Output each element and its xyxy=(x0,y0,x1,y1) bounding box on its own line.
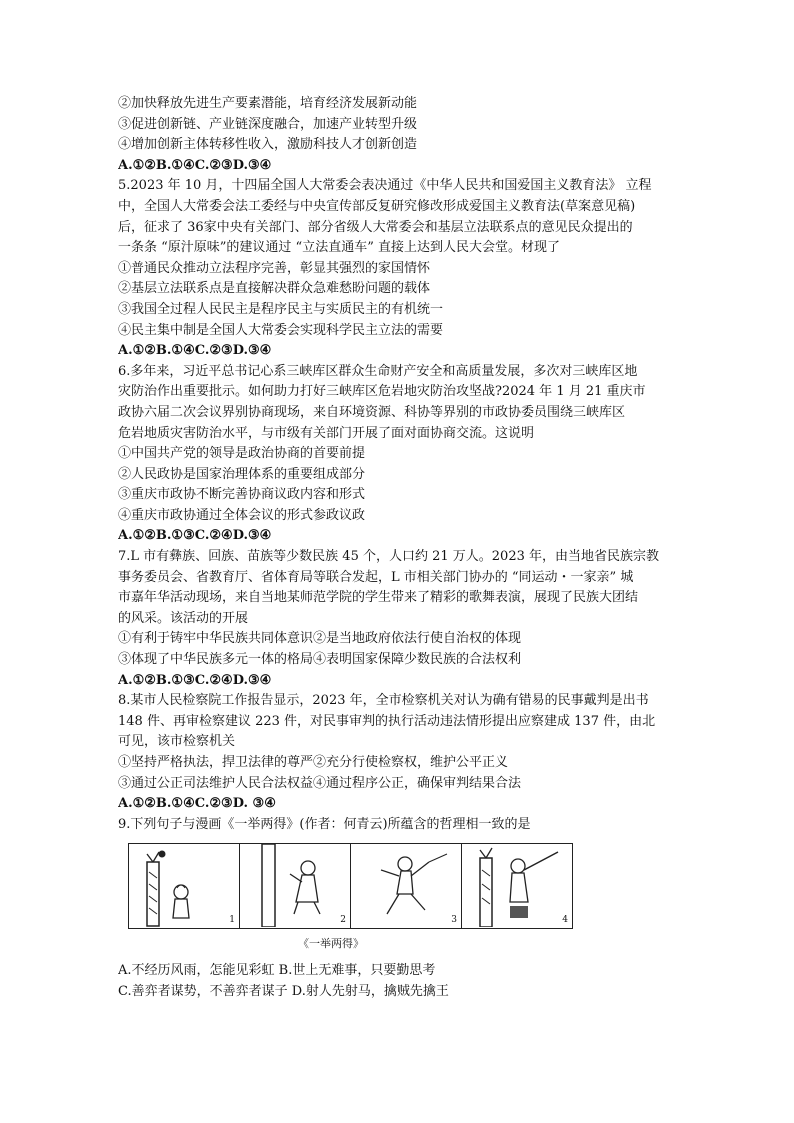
q7-stem-2: 事务委员会、省教育厅、省体育局等联合发起，L 市相关部门协办的 “同运动・一家亲” 城 xyxy=(118,569,634,585)
q8-options-1-2: ①坚持严格执法，捍卫法律的尊严②充分行使检察权，维护公平正义 xyxy=(118,755,509,770)
q4-option-3: ③促进创新链、产业链深度融合，加速产业转型升级 xyxy=(118,116,418,132)
q6-stem-4: 危岩地质灾害防治水平，与市级有关部门开展了面对面协商交流。这说明 xyxy=(118,425,535,441)
q8-answers: A.①②B.①④C.②③D. ③④ xyxy=(118,796,276,812)
q6-stem-1: 6.多年来，习近平总书记心系三峡库区群众生命财产安全和高质量发展，多次对三峡库区地 xyxy=(118,363,638,379)
cartoon-caption: 《一举两得》 xyxy=(298,937,364,951)
q7-stem-4: 的风采。该活动的开展 xyxy=(118,610,249,626)
q5-option-2: ②基层立法联系点是直接解决群众急难愁盼问题的载体 xyxy=(118,281,431,297)
q8-stem-1: 8.某市人民检察院工作报告显示，2023 年，全市检察机关对认为确有错易的民事戴判是出书 xyxy=(118,693,649,709)
q9-options-a-b: A.不经历风雨，怎能见彩虹 B.世上无难事，只要勤思考 xyxy=(118,963,436,979)
q9-stem: 9.下列句子与漫画《一举两得》(作者：何青云)所蕴含的哲理相一致的是 xyxy=(118,816,531,832)
q5-stem-4: 一条条 “原汁原味”的建议通过 “立法直通车” 直接上达到人民大会堂。材现了 xyxy=(118,240,560,256)
q6-option-4: ④重庆市政协通过全体会议的形式参政议政 xyxy=(118,507,366,523)
q5-option-1: ①普通民众推动立法程序完善，彰显其强烈的家国情怀 xyxy=(118,260,431,276)
q5-stem-2: 中，全国人大常委会法工委经与中央宣传部反复研究修改形成爱国主义教育法(草案意见稿) xyxy=(118,198,636,214)
q8-stem-3: 可见，该市检察机关 xyxy=(118,734,236,750)
panel-number-3: 3 xyxy=(451,915,457,926)
q6-stem-3: 政协六届二次会议界别协商现场，来自环境资源、科协等界别的市政协委员围绕三峡库区 xyxy=(118,404,626,420)
cartoon-panel-4 xyxy=(462,844,572,928)
q7-answers: A.①②B.①③C.②④D.③④ xyxy=(118,672,272,688)
q6-stem-2: 灾防治作出重要批示。如何助力打好三峡库区危岩地灾防治攻坚战?2024 年 1 月 21 重庆市 xyxy=(118,384,646,400)
q8-stem-2: 148 件、再审检察建议 223 件，对民事审判的执行活动违法情形提出应察建成 137 件，由北 xyxy=(118,713,656,729)
q5-option-3: ③我国全过程人民民主是程序民主与实质民主的有机统一 xyxy=(118,301,444,317)
throwing-illustration xyxy=(351,844,461,927)
exam-page xyxy=(118,94,678,1003)
cartoon-panel-1 xyxy=(129,844,240,928)
q6-option-1: ①中国共产党的领导是政治协商的首要前提 xyxy=(118,446,366,462)
panel-number-4: 4 xyxy=(562,915,568,926)
cartoon-strip xyxy=(128,843,573,929)
panel-number-1: 1 xyxy=(229,915,235,926)
q7-stem-1: 7.L 市有彝族、回族、苗族等少数民族 45 个，人口约 21 万人。2023 年，由当地省民族宗教 xyxy=(118,549,659,565)
q4-option-4: ④增加创新主体转移性收入，激励科技人才创新创造 xyxy=(118,137,418,153)
q5-stem-1: 5.2023 年 10 月，十四届全国人大常委会表决通过《中华人民共和国爱国主义教育法》 立程 xyxy=(118,178,652,194)
cartoon-panel-2 xyxy=(240,844,351,928)
q8-options-3-4: ③通过公正司法维护人民合法权益④通过程序公正，确保审判结果合法 xyxy=(118,775,522,791)
q9-options-c-d: C.善弈者谋势，不善弈者谋子 D.射人先射马，擒贼先擒王 xyxy=(118,983,449,999)
q5-stem-3: 后，征求了 36家中央有关部门、部分省级人大常委会和基层立法联系点的意见民众提出的 xyxy=(118,219,633,235)
q7-options-3-4: ③体现了中华民族多元一体的格局④表明国家保障少数民族的合法权利 xyxy=(118,652,522,668)
q7-stem-3: 市嘉年华活动现场，来自当地某师范学院的学生带来了精彩的歌舞表演，展现了民族大团结 xyxy=(118,590,639,606)
q4-answers: A.①②B.①④C.②③D.③④ xyxy=(118,157,272,173)
q6-option-2: ②人民政协是国家治理体系的重要组成部分 xyxy=(118,466,366,482)
q6-answers: A.①②B.①③C.②④D.③④ xyxy=(118,528,272,544)
q5-answers: A.①②B.①④C.②③D.③④ xyxy=(118,343,272,359)
panel-number-2: 2 xyxy=(340,915,346,926)
result-illustration xyxy=(462,844,572,927)
cartoon-panel-3 xyxy=(351,844,462,928)
q5-option-4: ④民主集中制是全国人大常委会实现科学民主立法的需要 xyxy=(118,322,444,338)
q6-option-3: ③重庆市政协不断完善协商议政内容和形式 xyxy=(118,487,366,503)
q7-options-1-2: ①有利于铸牢中华民族共同体意识②是当地政府依法行使自治权的体现 xyxy=(118,631,522,647)
pole-with-fruit-illustration xyxy=(129,844,239,927)
q4-option-2: ②加快释放先进生产要素潜能，培育经济发展新动能 xyxy=(118,96,418,111)
aiming-illustration xyxy=(240,844,350,927)
